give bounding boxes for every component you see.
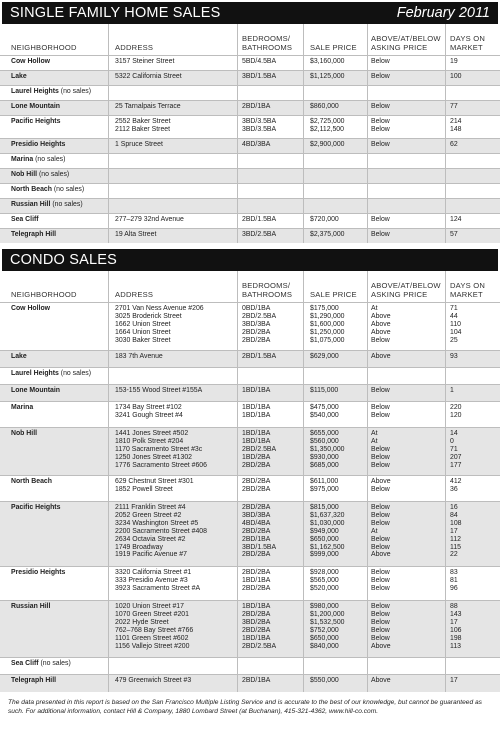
no-sales-note: (no sales) [58,88,92,95]
column-divider [445,24,446,243]
asking-price-cell: Below Below Below At Below Below Above [371,504,391,559]
days-on-market-cell: 62 [450,141,458,148]
column-divider [108,271,109,692]
neighborhood-cell [11,231,56,239]
sale-price-cell: $815,000 $1,637,320 $1,030,000 $949,000 $650,000 $1,162,500 $999,000 [310,504,345,559]
neighborhood-name: North Beach [11,478,52,485]
table-row [0,55,500,70]
table-row [0,401,500,427]
neighborhood-name: Nob Hill [11,430,38,437]
address-cell: 153-155 Wood Street #155A [115,387,203,394]
sale-price-cell: $720,000 [310,216,339,223]
no-sales-note: (no sales) [50,201,83,208]
days-on-market-cell: 14 0 71 207 177 [450,430,462,469]
header-days-on-market: DAYS ON MARKET [450,281,486,299]
sale-price-cell: $980,000 $1,200,000 $1,532,500 $752,000 $650,000 $840,000 [310,603,345,650]
table-row [0,100,500,115]
column-divider [237,24,238,243]
page [0,2,500,734]
asking-price-cell: Below [371,58,390,65]
neighborhood-name: Sea Cliff [11,660,39,667]
sale-price-cell: $550,000 [310,677,339,684]
neighborhood-cell [11,171,69,179]
neighborhood-cell [11,141,65,149]
days-on-market-cell: 1 [450,387,454,394]
neighborhood-name: Lone Mountain [11,103,60,110]
days-on-market-cell: 124 [450,216,462,223]
address-cell: 25 Tarnalpais Terrace [115,103,181,110]
days-on-market-cell: 412 36 [450,478,462,493]
table-row [0,384,500,401]
neighborhood-name: Russian Hill [11,201,51,208]
table-row [0,70,500,85]
table-row [0,674,500,692]
asking-price-cell: Above [371,677,391,684]
neighborhood-name: Marina [11,156,34,163]
bedrooms-bathrooms-cell: 2BD/2BA 1BD/1BA 2BD/2BA [242,569,271,592]
asking-price-cell: Above Below [371,478,391,493]
asking-price-cell: Below [371,216,390,223]
header-asking-price: ABOVE/AT/BELOW ASKING PRICE [371,281,441,299]
table-row [0,657,500,674]
days-on-market-cell: 16 84 108 17 112 115 22 [450,504,462,559]
days-on-market-cell: 93 [450,353,458,360]
single-family-banner [2,2,498,24]
bedrooms-bathrooms-cell: 2BD/1.5BA [242,353,277,360]
neighborhood-cell [11,88,91,96]
header-days-on-market: DAYS ON MARKET [450,34,486,52]
sale-price-cell: $2,375,000 [310,231,345,238]
table-row [0,213,500,228]
no-sales-note: (no sales) [37,171,70,178]
days-on-market-cell: 100 [450,73,462,80]
sale-price-cell: $655,000 $560,000 $1,350,000 $930,000 $685,000 [310,430,345,469]
disclaimer-footer: The data presented in this report is based on the San Francisco Multiple Listing Service and is accurate to the best of our knowledge, but cannot be guaranteed as such. For additional information, contact Hill & Company, 1880 Lombard Street (at Buchanan), 415-321-4362, www.hill-co.com. [8,699,482,715]
asking-price-cell: Below Below Below Below Below Above [371,603,391,650]
address-cell: 1734 Bay Street #102 3241 Gough Street #4 [115,404,183,419]
neighborhood-cell [11,677,56,685]
report-date: February 2011 [396,5,490,21]
asking-price-cell: At Above Above Above Below [371,305,391,344]
bedrooms-bathrooms-cell: 2BD/2BA 3BD/3BA 4BD/4BA 2BD/2BA 2BD/1BA 3BD/1.5BA 2BD/2BA [242,504,277,559]
neighborhood-name: North Beach [11,186,52,193]
bedrooms-bathrooms-cell: 1BD/1BA 1BD/1BA [242,404,271,419]
header-bedrooms-bathrooms: BEDROOMS/ BATHROOMS [242,281,293,299]
single-family-header [0,24,500,55]
asking-price-cell: Below Below [371,404,390,419]
address-cell: 1 Spruce Street [115,141,163,148]
no-sales-note: (no sales) [51,186,85,193]
sale-price-cell: $115,000 [310,387,339,394]
neighborhood-name: Nob Hill [11,171,38,178]
column-divider [108,24,109,243]
header-sale-price: SALE PRICE [310,290,357,299]
neighborhood-cell [11,404,33,412]
bedrooms-bathrooms-cell: 3BD/2.5BA [242,231,277,238]
asking-price-cell: Below [371,387,390,394]
neighborhood-name: Presidio Heights [11,569,66,576]
neighborhood-name: Lake [11,73,27,80]
days-on-market-cell: 77 [450,103,458,110]
days-on-market-cell: 17 [450,677,458,684]
single-family-title: SINGLE FAMILY HOME SALES [10,5,221,21]
neighborhood-cell [11,58,50,66]
neighborhood-cell [11,660,71,668]
table-row [0,427,500,475]
table-row [0,501,500,566]
neighborhood-cell [11,201,83,209]
sale-price-cell: $1,125,000 [310,73,345,80]
neighborhood-cell [11,305,50,313]
table-row [0,153,500,168]
sale-price-cell: $2,725,000 $2,112,500 [310,118,345,133]
table-row [0,350,500,367]
days-on-market-cell: 19 [450,58,458,65]
header-neighborhood: NEIGHBORHOOD [11,290,77,299]
neighborhood-cell [11,353,27,361]
condo-header [0,271,500,302]
neighborhood-name: Telegraph Hill [11,677,57,684]
bedrooms-bathrooms-cell: 0BD/1BA 2BD/2.5BA 3BD/3BA 2BD/2BA 2BD/2BA [242,305,277,344]
table-row [0,198,500,213]
neighborhood-cell [11,103,60,111]
neighborhood-name: Presidio Heights [11,141,66,148]
neighborhood-cell [11,430,37,438]
table-row [0,85,500,100]
neighborhood-name: Laurel Heights [11,88,59,95]
asking-price-cell: Below [371,231,390,238]
address-cell: 2701 Van Ness Avenue #206 3025 Broderick Street 1662 Union Street 1664 Union Street 3030 Baker Street [115,305,204,344]
header-sale-price: SALE PRICE [310,43,357,52]
single-family-table [0,24,500,243]
bedrooms-bathrooms-cell: 1BD/1BA 1BD/1BA 2BD/2.5BA 1BD/2BA 2BD/2BA [242,430,277,469]
neighborhood-name: Lake [11,353,27,360]
table-row [0,168,500,183]
address-cell: 3157 Steiner Street [115,58,175,65]
table-row [0,600,500,657]
asking-price-cell: Below Below [371,118,390,133]
bedrooms-bathrooms-cell: 2BD/1.5BA [242,216,277,223]
table-row [0,228,500,243]
days-on-market-cell: 214 148 [450,118,462,133]
column-divider [367,24,368,243]
neighborhood-cell [11,186,84,194]
address-cell: 2111 Franklin Street #4 2052 Green Street #2 3234 Washington Street #5 2200 Sacramento Street #408 2634 Octavia Street #2 1749 Broadway 1919 Pacific Avenue #7 [115,504,207,559]
table-row [0,138,500,153]
address-cell: 183 7th Avenue [115,353,163,360]
bedrooms-bathrooms-cell: 2BD/2BA 2BD/2BA [242,478,271,493]
neighborhood-cell [11,387,60,395]
address-cell: 277–279 32nd Avenue [115,216,184,223]
neighborhood-cell [11,603,50,611]
condo-banner [2,249,498,271]
neighborhood-name: Pacific Heights [11,504,61,511]
sale-price-cell: $475,000 $540,000 [310,404,339,419]
sale-price-cell: $3,160,000 [310,58,345,65]
address-cell: 629 Chestnut Street #301 1852 Powell Street [115,478,194,493]
column-divider [303,271,304,692]
table-row [0,566,500,600]
table-row [0,302,500,350]
sale-price-cell: $175,000 $1,290,000 $1,600,000 $1,250,000 $1,075,000 [310,305,345,344]
sale-price-cell: $629,000 [310,353,339,360]
neighborhood-cell [11,370,91,378]
bedrooms-bathrooms-cell: 2BD/1BA [242,677,271,684]
days-on-market-cell: 71 44 110 104 25 [450,305,462,344]
neighborhood-cell [11,569,65,577]
column-divider [237,271,238,692]
neighborhood-cell [11,478,52,486]
sale-price-cell: $860,000 [310,103,339,110]
no-sales-note: (no sales) [58,370,92,377]
asking-price-cell: At At Below Below Below [371,430,390,469]
header-address: ADDRESS [115,43,154,52]
bedrooms-bathrooms-cell: 1BD/1BA 2BD/2BA 3BD/2BA 2BD/2BA 1BD/1BA 2BD/2.5BA [242,603,277,650]
days-on-market-cell: 57 [450,231,458,238]
neighborhood-name: Laurel Heights [11,370,59,377]
no-sales-note: (no sales) [33,156,66,163]
address-cell: 2552 Baker Street 2112 Baker Street [115,118,171,133]
header-bedrooms-bathrooms: BEDROOMS/ BATHROOMS [242,34,293,52]
neighborhood-name: Sea Cliff [11,216,39,223]
sale-price-cell: $928,000 $565,000 $520,000 [310,569,339,592]
asking-price-cell: Below [371,141,390,148]
days-on-market-cell: 83 81 96 [450,569,458,592]
asking-price-cell: Above [371,353,391,360]
neighborhood-cell [11,73,27,81]
address-cell: 19 Alta Street [115,231,157,238]
single-family-rows [0,55,500,243]
neighborhood-cell [11,156,65,164]
neighborhood-name: Marina [11,404,34,411]
column-divider [445,271,446,692]
bedrooms-bathrooms-cell: 1BD/1BA [242,387,271,394]
neighborhood-name: Lone Mountain [11,387,60,394]
address-cell: 1441 Jones Street #502 1810 Polk Street #204 1170 Sacramento Street #3c 1250 Jones Street #1302 1776 Sacramento Street #606 [115,430,207,469]
table-row [0,367,500,384]
condo-title: CONDO SALES [10,252,117,268]
bedrooms-bathrooms-cell: 2BD/1BA [242,103,271,110]
address-cell: 1020 Union Street #17 1070 Green Street #201 2022 Hyde Street 762–768 Bay Street #766 1101 Green Street #602 1156 Vallejo Street #200 [115,603,194,650]
neighborhood-cell [11,118,60,126]
neighborhood-name: Cow Hollow [11,58,51,65]
table-row [0,475,500,501]
bedrooms-bathrooms-cell: 3BD/1.5BA [242,73,277,80]
header-neighborhood: NEIGHBORHOOD [11,43,77,52]
table-row [0,115,500,138]
days-on-market-cell: 220 120 [450,404,462,419]
bedrooms-bathrooms-cell: 5BD/4.5BA [242,58,277,65]
condo-table [0,271,500,692]
asking-price-cell: Below [371,103,390,110]
header-asking-price: ABOVE/AT/BELOW ASKING PRICE [371,34,441,52]
column-divider [367,271,368,692]
asking-price-cell: Below Below Below [371,569,390,592]
address-cell: 5322 California Street [115,73,182,80]
sale-price-cell: $611,000 $975,000 [310,478,339,493]
neighborhood-name: Telegraph Hill [11,231,57,238]
table-row [0,183,500,198]
bedrooms-bathrooms-cell: 4BD/3BA [242,141,271,148]
no-sales-note: (no sales) [38,660,71,667]
address-cell: 479 Greenwich Street #3 [115,677,192,684]
bedrooms-bathrooms-cell: 3BD/3.5BA 3BD/3.5BA [242,118,277,133]
neighborhood-cell [11,216,39,224]
neighborhood-name: Pacific Heights [11,118,61,125]
asking-price-cell: Below [371,73,390,80]
neighborhood-name: Cow Hollow [11,305,51,312]
header-address: ADDRESS [115,290,154,299]
address-cell: 3320 California Street #1 333 Presidio Avenue #3 3923 Sacramento Street #A [115,569,201,592]
neighborhood-name: Russian Hill [11,603,51,610]
column-divider [303,24,304,243]
neighborhood-cell [11,504,60,512]
condo-rows [0,302,500,692]
days-on-market-cell: 88 143 17 106 198 113 [450,603,462,650]
sale-price-cell: $2,900,000 [310,141,345,148]
